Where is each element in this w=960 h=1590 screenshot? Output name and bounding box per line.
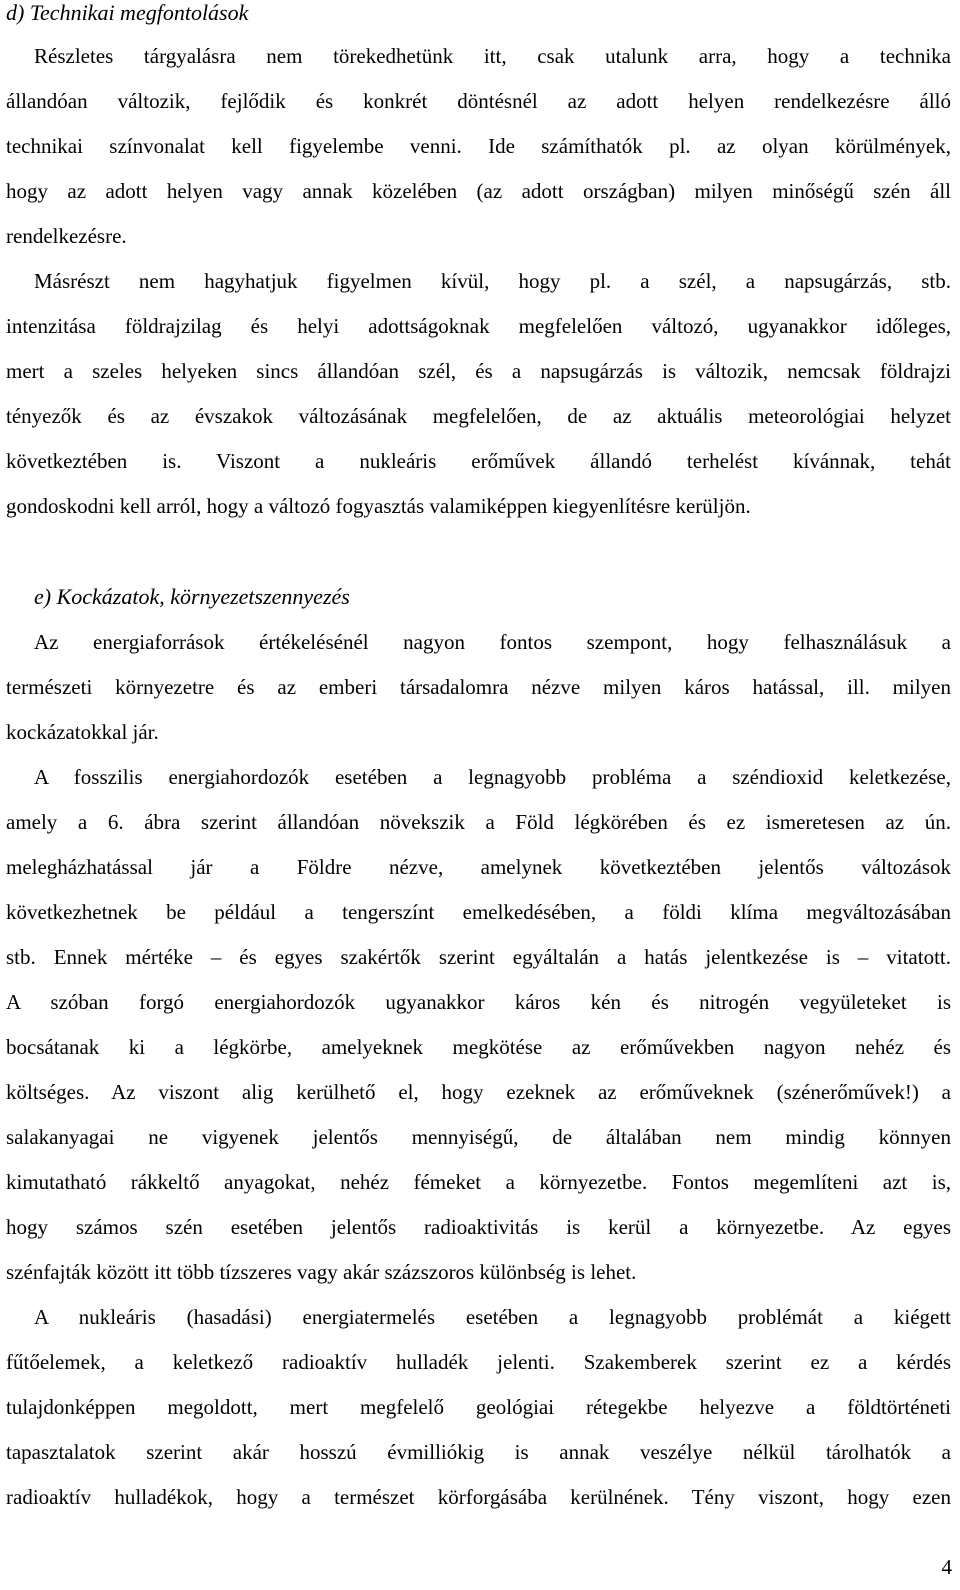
- paragraph-line: melegházhatással jár a Földre nézve, amelynek következtében jelentős változások: [6, 855, 951, 879]
- paragraph-line: természeti környezetre és az emberi társadalomra nézve milyen káros hatással, ill. milyen: [6, 675, 951, 699]
- paragraph-line: költséges. Az viszont alig kerülhető el, hogy ezeknek az erőműveknek (szénerőművek!) a: [6, 1080, 951, 1104]
- paragraph-line: bocsátanak ki a légkörbe, amelyeknek megkötése az erőművekben nagyon nehéz és: [6, 1035, 951, 1059]
- paragraph-line: Részletes tárgyalásra nem törekedhetünk itt, csak utalunk arra, hogy a technika: [34, 44, 951, 68]
- paragraph-line: tapasztalatok szerint akár hosszú évmilliókig is annak veszélye nélkül tárolhatók a: [6, 1440, 951, 1464]
- paragraph-line: hogy számos szén esetében jelentős radioaktivitás is kerül a környezetbe. Az egyes: [6, 1215, 951, 1239]
- paragraph-line: radioaktív hulladékok, hogy a természet körforgásába kerülnének. Tény viszont, hogy ezen: [6, 1485, 951, 1509]
- paragraph-line: A szóban forgó energiahordozók ugyanakkor káros kén és nitrogén vegyületeket is: [6, 990, 951, 1014]
- paragraph-line: gondoskodni kell arról, hogy a változó fogyasztás valamiképpen kiegyenlítésre kerüljön.: [6, 494, 751, 518]
- section-d-heading: d) Technikai megfontolások: [6, 0, 249, 25]
- paragraph-line: mert a szeles helyeken sincs állandóan szél, és a napsugárzás is változik, nemcsak földrajzi: [6, 359, 951, 383]
- paragraph-line: A nukleáris (hasadási) energiatermelés esetében a legnagyobb problémát a kiégett: [34, 1305, 951, 1329]
- paragraph-line: következhetnek be például a tengerszínt emelkedésében, a földi klíma megváltozásában: [6, 900, 951, 924]
- paragraph-line: állandóan változik, fejlődik és konkrét döntésnél az adott helyen rendelkezésre álló: [6, 89, 951, 113]
- paragraph-line: Másrészt nem hagyhatjuk figyelmen kívül, hogy pl. a szél, a napsugárzás, stb.: [34, 269, 951, 293]
- paragraph-line: tényezők és az évszakok változásának megfelelően, de az aktuális meteorológiai helyzet: [6, 404, 951, 428]
- paragraph-line: A fosszilis energiahordozók esetében a legnagyobb probléma a széndioxid keletkezése,: [34, 765, 951, 789]
- paragraph-line: amely a 6. ábra szerint állandóan növekszik a Föld légkörében és ez ismeretesen az ún.: [6, 810, 951, 834]
- paragraph-line: Az energiaforrások értékelésénél nagyon fontos szempont, hogy felhasználásuk a: [34, 630, 951, 654]
- page-number: 4: [941, 1555, 952, 1579]
- paragraph-line: stb. Ennek mértéke – és egyes szakértők szerint egyáltalán a hatás jelentkezése is – vitatott.: [6, 945, 951, 969]
- paragraph-line: fűtőelemek, a keletkező radioaktív hulladék jelenti. Szakemberek szerint ez a kérdés: [6, 1350, 951, 1374]
- paragraph-line: hogy az adott helyen vagy annak közelében (az adott országban) milyen minőségű szén áll: [6, 179, 951, 203]
- paragraph-line: intenzitása földrajzilag és helyi adottságoknak megfelelően változó, ugyanakkor időleges,: [6, 314, 951, 338]
- paragraph-line: technikai színvonalat kell figyelembe venni. Ide számíthatók pl. az olyan körülmények,: [6, 134, 951, 158]
- section-e-heading: e) Kockázatok, környezetszennyezés: [34, 584, 350, 609]
- paragraph-line: salakanyagai ne vigyenek jelentős mennyiségű, de általában nem mindig könnyen: [6, 1125, 951, 1149]
- paragraph-line: kimutatható rákkeltő anyagokat, nehéz fémeket a környezetbe. Fontos megemlíteni azt is,: [6, 1170, 951, 1194]
- paragraph-line: rendelkezésre.: [6, 224, 127, 248]
- paragraph-line: következtében is. Viszont a nukleáris erőművek állandó terhelést kívánnak, tehát: [6, 449, 951, 473]
- paragraph-line: szénfajták között itt több tízszeres vagy akár százszoros különbség is lehet.: [6, 1260, 637, 1284]
- paragraph-line: tulajdonképpen megoldott, mert megfelelő geológiai rétegekbe helyezve a földtörténeti: [6, 1395, 951, 1419]
- paragraph-line: kockázatokkal jár.: [6, 720, 159, 744]
